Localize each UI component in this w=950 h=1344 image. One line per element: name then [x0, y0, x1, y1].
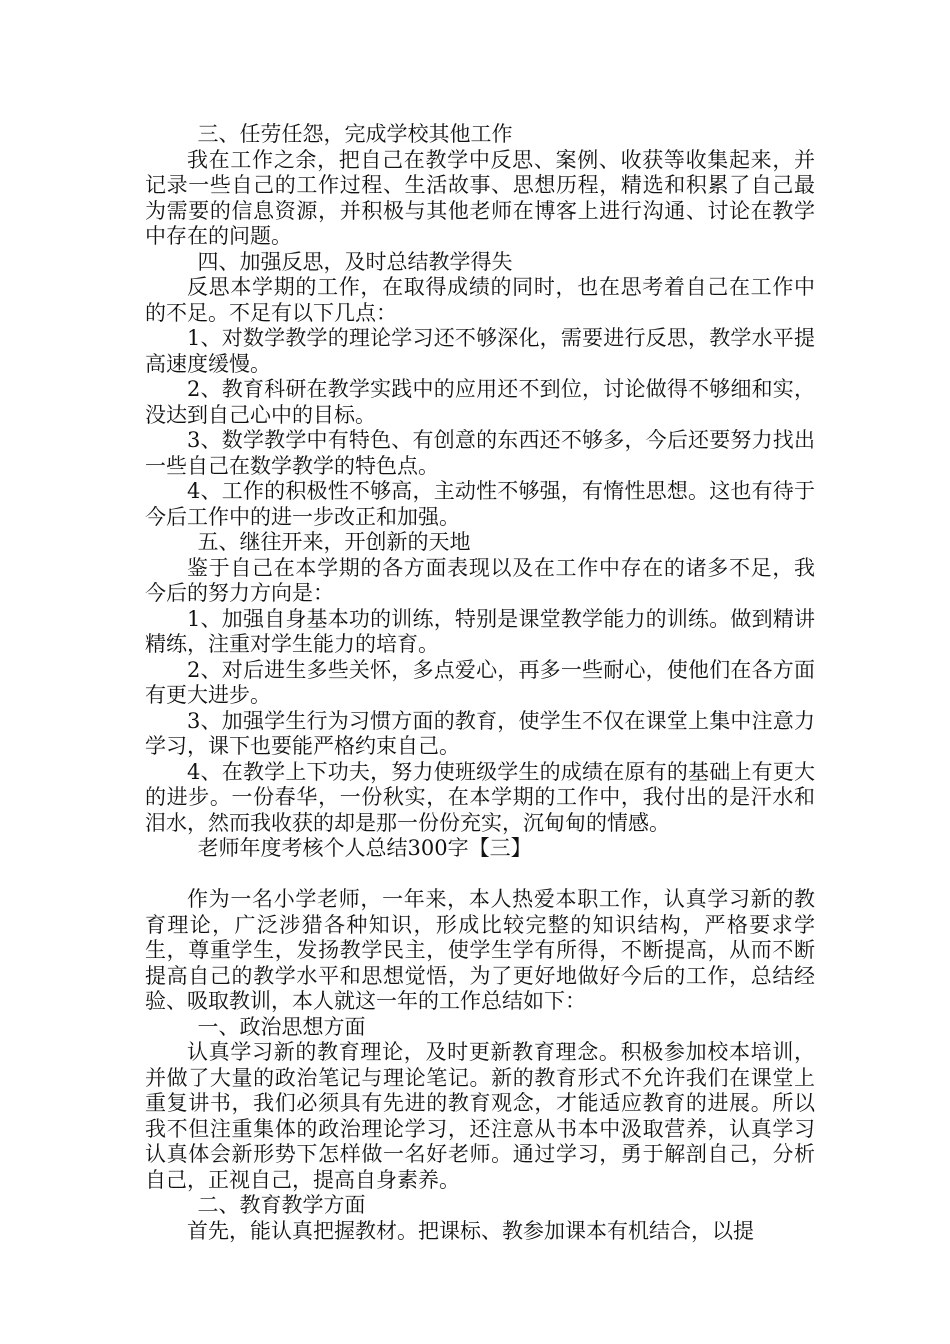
list-item: 3、加强学生行为习惯方面的教育，使学生不仅在课堂上集中注意力学习，课下也要能严格约束自己。: [145, 708, 815, 758]
list-item: 1、加强自身基本功的训练，特别是课堂教学能力的训练。做到精讲精练，注重对学生能力的培育。: [145, 606, 815, 656]
list-item: 2、对后进生多些关怀，多点爱心，再多一些耐心，使他们在各方面有更大进步。: [145, 657, 815, 707]
paragraph: 首先，能认真把握教材。把课标、教参加课本有机结合，以提: [187, 1218, 754, 1243]
paragraph: 鉴于自己在本学期的各方面表现以及在工作中存在的诸多不足，我今后的努力方向是：: [145, 555, 815, 605]
paragraph: 我在工作之余，把自己在教学中反思、案例、收获等收集起来，并记录一些自己的工作过程、生活故事、思想历程，精选和积累了自己最为需要的信息资源，并积极与其他老师在博客上进行沟通、讨论在教学中存在的问题。: [145, 147, 815, 248]
section-heading-3: 三、任劳任怨，完成学校其他工作: [197, 122, 513, 146]
list-item: 2、教育科研在教学实践中的应用还不到位，讨论做得不够细和实，没达到自己心中的目标。: [145, 377, 815, 427]
list-item: 4、工作的积极性不够高，主动性不够强，有惰性思想。这也有待于今后工作中的进一步改正和加强。: [145, 479, 815, 529]
list-item: 3、数学教学中有特色、有创意的东西还不够多，今后还要努力找出一些自己在数学教学的特色点。: [145, 428, 815, 478]
section-heading-2: 二、教育教学方面: [197, 1193, 366, 1217]
list-item: 1、对数学教学的理论学习还不够深化，需要进行反思，教学水平提高速度缓慢。: [145, 326, 815, 376]
blank-line: [145, 862, 815, 888]
document-body: [145, 122, 815, 1244]
section-heading-5: 五、继往开来，开创新的天地: [197, 530, 471, 554]
article-title: 老师年度考核个人总结300字【三】: [197, 836, 532, 860]
list-item: 4、在教学上下功夫，努力使班级学生的成绩在原有的基础上有更大的进步。一份春华，一份秋实，在本学期的工作中，我付出的是汗水和泪水，然而我收获的却是那一份份充实，沉甸甸的情感。: [145, 759, 815, 835]
paragraph: 作为一名小学老师，一年来，本人热爱本职工作，认真学习新的教育理论，广泛涉猎各种知识，形成比较完整的知识结构，严格要求学生，尊重学生，发扬教学民主，使学生学有所得，不断提高，从而不断提高自己的教学水平和思想觉悟，为了更好地做好今后的工作，总结经验、吸取教训，本人就这一年的工作总结如下：: [145, 887, 815, 1013]
section-heading-4: 四、加强反思，及时总结教学得失: [197, 249, 513, 274]
paragraph: 反思本学期的工作，在取得成绩的同时，也在思考着自己在工作中的不足。不足有以下几点：: [145, 275, 815, 325]
section-heading-1: 一、政治思想方面: [197, 1014, 366, 1039]
paragraph: 认真学习新的教育理论，及时更新教育理念。积极参加校本培训，并做了大量的政治笔记与理论笔记。新的教育形式不允许我们在课堂上重复讲书，我们必须具有先进的教育观念，才能适应教育的进展。所以我不但注重集体的政治理论学习，还注意从书本中汲取营养，认真学习认真体会新形势下怎样做一名好老师。通过学习，勇于解剖自己，分析自己，正视自己，提高自身素养。: [145, 1040, 815, 1192]
